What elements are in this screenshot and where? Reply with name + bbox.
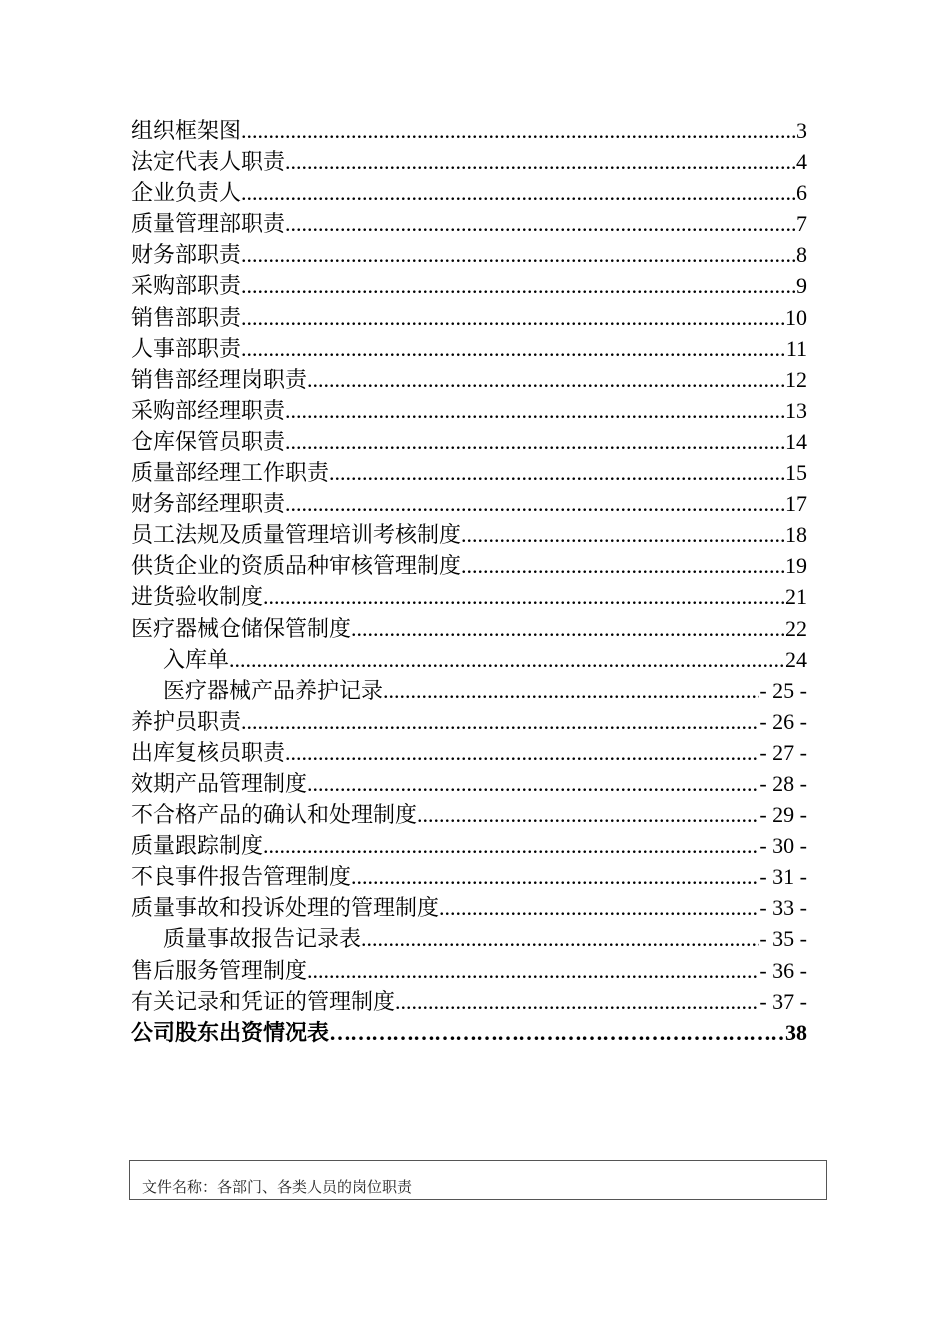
toc-entry-title: 人事部职责: [131, 336, 242, 362]
toc-entry[interactable]: [131, 457, 807, 488]
toc-entry-page: 13: [785, 397, 807, 423]
toc-leader-dots: [361, 923, 759, 954]
toc-entry[interactable]: [131, 488, 807, 519]
toc-leader-dots: [307, 768, 759, 799]
toc-entry[interactable]: [131, 675, 807, 706]
toc-leader-dots: [329, 1017, 785, 1048]
toc-entry-title: 售后服务管理制度: [131, 958, 308, 984]
toc-entry-title: 质量事故和投诉处理的管理制度: [131, 896, 440, 922]
toc-entry-title: 销售部职责: [131, 305, 242, 331]
toc-entry-page: - 30 -: [759, 833, 807, 859]
toc-entry-title: 销售部经理岗职责: [131, 367, 308, 393]
toc-leader-dots: [307, 955, 759, 986]
toc-entry-title: 出库复核员职责: [131, 740, 286, 766]
toc-entry[interactable]: [131, 364, 807, 395]
toc-entry[interactable]: [131, 986, 807, 1017]
toc-entry-page: - 28 -: [759, 770, 807, 796]
toc-entry[interactable]: [131, 302, 807, 333]
toc-entry-page: 21: [785, 584, 807, 610]
toc-leader-dots: [285, 208, 796, 239]
toc-entry[interactable]: [131, 333, 807, 364]
toc-entry[interactable]: [131, 830, 807, 861]
toc-leader-dots: [241, 239, 796, 270]
toc-leader-dots: [241, 333, 786, 364]
table-of-contents: [131, 115, 807, 1048]
toc-leader-dots: [285, 426, 785, 457]
toc-entry[interactable]: [131, 737, 807, 768]
toc-entry[interactable]: [131, 208, 807, 239]
toc-entry-page: - 37 -: [759, 988, 807, 1014]
toc-entry-page: 9: [796, 273, 807, 299]
toc-entry-title: 公司股东出资情况表: [131, 1020, 330, 1046]
toc-leader-dots: [417, 799, 759, 830]
toc-entry-page: 19: [785, 553, 807, 579]
toc-entry-title: 不合格产品的确认和处理制度: [131, 803, 418, 829]
toc-entry[interactable]: [131, 239, 807, 270]
toc-entry[interactable]: [131, 115, 807, 146]
toc-entry-title: 不良事件报告管理制度: [131, 865, 352, 891]
toc-entry-title: 财务部职责: [131, 243, 242, 269]
toc-entry-title: 员工法规及质量管理培训考核制度: [131, 523, 462, 549]
toc-entry-page: 14: [785, 428, 807, 454]
toc-entry[interactable]: [131, 923, 807, 954]
toc-entry-page: 3: [796, 118, 807, 143]
toc-leader-dots: [263, 581, 785, 612]
toc-entry-title: 质量管理部职责: [131, 212, 286, 238]
toc-entry-page: - 26 -: [759, 708, 807, 734]
toc-entry-page: - 35 -: [759, 926, 807, 952]
toc-entry-title: 医疗器械产品养护记录: [163, 678, 384, 704]
document-name-label: 文件名称：各部门、各类人员的岗位职责: [142, 1178, 413, 1196]
toc-leader-dots: [241, 177, 796, 208]
toc-leader-dots: [241, 270, 796, 301]
toc-entry[interactable]: [131, 768, 807, 799]
toc-entry-page: 8: [796, 242, 807, 268]
toc-entry-page: 12: [785, 366, 807, 392]
toc-leader-dots: [241, 302, 785, 333]
toc-entry-title: 医疗器械仓储保管制度: [131, 616, 352, 642]
toc-leader-dots: [351, 861, 759, 892]
toc-entry[interactable]: [131, 270, 807, 301]
toc-entry[interactable]: [131, 426, 807, 457]
toc-leader-dots: [307, 364, 785, 395]
toc-entry[interactable]: [131, 799, 807, 830]
toc-entry[interactable]: [131, 519, 807, 550]
toc-entry[interactable]: [131, 861, 807, 892]
toc-entry[interactable]: [131, 177, 807, 208]
toc-entry-title: 法定代表人职责: [131, 150, 286, 176]
toc-entry-page: 22: [785, 615, 807, 641]
toc-entry-title: 采购部经理职责: [131, 398, 286, 424]
toc-leader-dots: [229, 644, 785, 675]
toc-entry-title: 质量事故报告记录表: [163, 927, 362, 953]
toc-entry-page: 7: [796, 211, 807, 237]
document-footer-box: [129, 1160, 827, 1200]
toc-entry-page: 17: [785, 491, 807, 517]
toc-leader-dots: [439, 892, 759, 923]
toc-entry-title: 有关记录和凭证的管理制度: [131, 989, 396, 1015]
toc-entry[interactable]: [131, 955, 807, 986]
toc-entry-title: 财务部经理职责: [131, 492, 286, 518]
toc-leader-dots: [395, 986, 759, 1017]
toc-leader-dots: [263, 830, 759, 861]
toc-leader-dots: [285, 737, 759, 768]
toc-entry-page: - 33 -: [759, 895, 807, 921]
toc-entry[interactable]: [131, 146, 807, 177]
toc-entry-page: 4: [796, 149, 807, 175]
toc-entry-title: 质量跟踪制度: [131, 834, 264, 860]
toc-entry-title: 养护员职责: [131, 709, 242, 735]
toc-entry[interactable]: [131, 706, 807, 737]
toc-entry-title: 效期产品管理制度: [131, 771, 308, 797]
toc-leader-dots: [461, 519, 785, 550]
toc-leader-dots: [329, 457, 785, 488]
toc-leader-dots: [351, 613, 785, 644]
toc-entry-page: - 29 -: [759, 802, 807, 828]
toc-entry-page: - 27 -: [759, 739, 807, 765]
toc-entry[interactable]: [131, 644, 807, 675]
toc-leader-dots: [383, 675, 759, 706]
toc-entry-page: 24: [785, 646, 807, 672]
toc-entry-page: 11: [785, 335, 807, 361]
toc-entry-page: 18: [785, 522, 807, 548]
toc-entry[interactable]: [131, 892, 807, 923]
toc-entry[interactable]: [131, 581, 807, 612]
toc-entry-title: 供货企业的资质品种审核管理制度: [131, 554, 462, 580]
toc-entry-page: - 25 -: [759, 677, 807, 703]
toc-entry-page: 15: [785, 460, 807, 486]
toc-leader-dots: [285, 488, 785, 519]
toc-leader-dots: [241, 115, 796, 146]
toc-entry-title: 质量部经理工作职责: [131, 461, 330, 487]
toc-leader-dots: [461, 550, 785, 581]
toc-entry-title: 组织框架图: [131, 119, 242, 144]
toc-entry-page: 10: [785, 304, 807, 330]
toc-leader-dots: [285, 146, 796, 177]
toc-entry[interactable]: [131, 550, 807, 581]
toc-entry-page: 6: [796, 180, 807, 206]
toc-entry-page: - 36 -: [759, 957, 807, 983]
toc-entry-page: 38: [785, 1019, 807, 1045]
toc-entry-title: 企业负责人: [131, 181, 242, 207]
toc-leader-dots: [285, 395, 785, 426]
toc-entry-title: 进货验收制度: [131, 585, 264, 611]
toc-entry[interactable]: [131, 1017, 807, 1048]
toc-entry-title: 入库单: [163, 647, 230, 673]
toc-entry[interactable]: [131, 395, 807, 426]
toc-entry-title: 采购部职责: [131, 274, 242, 300]
toc-entry-page: - 31 -: [759, 864, 807, 890]
toc-leader-dots: [241, 706, 759, 737]
toc-entry[interactable]: [131, 613, 807, 644]
toc-entry-title: 仓库保管员职责: [131, 429, 286, 455]
